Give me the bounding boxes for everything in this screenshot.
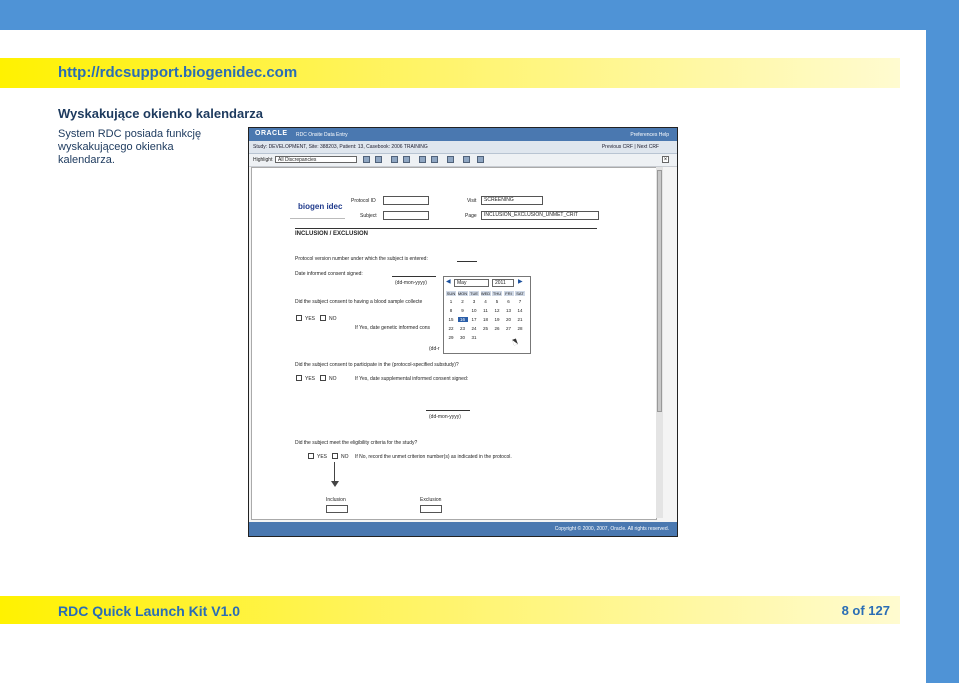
no-label: NO xyxy=(329,316,337,322)
calendar-day[interactable]: 1 xyxy=(449,299,453,304)
exclusion-field[interactable] xyxy=(420,505,442,513)
calendar-day[interactable]: 2 xyxy=(461,299,464,304)
protocol-id-field[interactable] xyxy=(383,196,429,205)
description-line: wyskakującego okienka xyxy=(58,141,174,153)
calendar-day[interactable]: 17 xyxy=(471,317,477,322)
toolbar-icon[interactable] xyxy=(477,156,484,163)
toolbar-icon[interactable] xyxy=(403,156,410,163)
logo-text: biogen idec xyxy=(298,202,343,211)
question-eligibility: Did the subject meet the eligibility criteria for the study? xyxy=(295,440,418,446)
visit-label: Visit xyxy=(467,198,477,204)
question-protocol-version: Protocol version number under which the subject is entered: xyxy=(295,256,428,262)
question-unmet-criteria: If No, record the unmet criterion number(s) as indicated in the protocol. xyxy=(355,454,512,460)
yes-checkbox[interactable] xyxy=(296,315,302,321)
month-select[interactable]: May xyxy=(454,279,489,287)
calendar-day[interactable]: 13 xyxy=(505,308,511,313)
question-consent-date: Date informed consent signed: xyxy=(295,271,363,277)
calendar-day[interactable]: 22 xyxy=(448,326,454,331)
yes-label: YES xyxy=(317,454,328,460)
calendar-day[interactable]: 24 xyxy=(471,326,477,331)
inclusion-field[interactable] xyxy=(326,505,348,513)
calendar-day[interactable]: 29 xyxy=(448,335,454,340)
calendar-day[interactable]: 19 xyxy=(494,317,500,322)
calendar-day[interactable]: 31 xyxy=(471,335,477,340)
calendar-day[interactable]: 23 xyxy=(459,326,465,331)
calendar-day[interactable]: 9 xyxy=(461,308,464,313)
calendar-day[interactable]: 16 xyxy=(458,317,468,322)
flow-arrow-line xyxy=(334,462,335,482)
calendar-day[interactable]: 26 xyxy=(494,326,500,331)
divider xyxy=(295,228,597,229)
oracle-footer xyxy=(249,522,677,536)
calendar-day[interactable]: 12 xyxy=(494,308,500,313)
toolbar-icon[interactable] xyxy=(431,156,438,163)
section-description xyxy=(58,128,238,167)
question-genetic-date: If Yes, date genetic informed cons xyxy=(355,325,431,331)
page-field[interactable]: INCLUSION_EXCLUSION_UNMET_CRIT xyxy=(481,211,599,220)
subject-label: Subject xyxy=(360,213,377,219)
oracle-logo: ORACLE xyxy=(255,130,288,137)
calendar-dow-header: FRI xyxy=(505,291,512,296)
yes-checkbox[interactable] xyxy=(308,453,314,459)
calendar-day[interactable]: 10 xyxy=(471,308,477,313)
no-label: NO xyxy=(329,376,337,382)
prev-month-icon[interactable]: ◀ xyxy=(446,279,451,285)
highlight-select[interactable]: All Discrepancies xyxy=(275,156,357,163)
year-field[interactable]: 2011 xyxy=(492,279,514,287)
calendar-day[interactable]: 20 xyxy=(505,317,511,322)
top-band xyxy=(0,0,959,30)
calendar-dow-header: SUN xyxy=(446,291,456,296)
answer-line xyxy=(392,276,436,277)
study-line: Study: DEVELOPMENT, Site: 388203, Patient: 13, Casebook: 2006 TRAINING xyxy=(253,144,428,150)
no-checkbox[interactable] xyxy=(320,375,326,381)
calendar-day[interactable]: 27 xyxy=(505,326,511,331)
calendar-dow-header: MON xyxy=(457,291,468,296)
calendar-day[interactable]: 21 xyxy=(517,317,523,322)
subject-field[interactable] xyxy=(383,211,429,220)
toolbar-icon[interactable] xyxy=(363,156,370,163)
mouse-cursor-icon xyxy=(512,338,518,345)
toolbar-icon[interactable] xyxy=(419,156,426,163)
no-label: NO xyxy=(341,454,349,460)
highlight-label: Highlight xyxy=(253,157,273,163)
calendar-day[interactable]: 6 xyxy=(507,299,510,304)
question-substudy: Did the subject consent to participate in the (protocol-specified substudy)? xyxy=(295,362,459,368)
oracle-header xyxy=(249,128,677,141)
app-title: RDC Onsite Data Entry xyxy=(296,132,348,138)
calendar-dow-header: TUE xyxy=(470,291,478,296)
exclusion-label: Exclusion xyxy=(420,497,442,503)
calendar-day[interactable]: 18 xyxy=(482,317,488,322)
calendar-day[interactable]: 5 xyxy=(495,299,499,304)
calendar-dow-header: SAT xyxy=(516,291,524,296)
study-info-bar xyxy=(249,141,677,154)
calendar-day[interactable]: 30 xyxy=(459,335,465,340)
rdc-screenshot xyxy=(248,127,678,537)
calendar-day[interactable]: 4 xyxy=(484,299,487,304)
protocol-id-label: Protocol ID xyxy=(351,198,376,204)
calendar-day[interactable]: 11 xyxy=(483,308,488,313)
next-month-icon[interactable]: ▶ xyxy=(518,279,523,285)
calendar-day[interactable]: 28 xyxy=(517,326,523,331)
calendar-day[interactable]: 25 xyxy=(482,326,488,331)
answer-line xyxy=(457,261,477,262)
toolbar-icon[interactable] xyxy=(463,156,470,163)
section-title: Wyskakujące okienko kalendarza xyxy=(58,106,263,121)
description-line: System RDC posiada funkcję xyxy=(58,128,202,140)
date-format-hint: (dd-mon-yyyy) xyxy=(429,414,461,420)
visit-field[interactable]: SCREENING xyxy=(481,196,543,205)
preferences-link[interactable]: Preferences Help xyxy=(630,132,669,138)
answer-line xyxy=(426,410,470,411)
copyright: Copyright © 2000, 2007, Oracle. All rights reserved. xyxy=(554,526,669,532)
date-format-hint: (dd-mon-yyyy) xyxy=(395,280,427,286)
calendar-day[interactable]: 14 xyxy=(517,308,523,313)
page-number: 8 of 127 xyxy=(841,603,890,618)
prev-next-crf[interactable]: Previous CRF | Next CRF xyxy=(601,144,659,150)
yes-label: YES xyxy=(305,316,316,322)
toolbar xyxy=(249,154,677,167)
no-checkbox[interactable] xyxy=(320,315,326,321)
no-checkbox[interactable] xyxy=(332,453,338,459)
calendar-day[interactable]: 8 xyxy=(449,308,453,313)
calendar-day[interactable]: 15 xyxy=(448,317,454,322)
toolbar-icon[interactable] xyxy=(375,156,382,163)
calendar-dow-header: THU xyxy=(492,291,502,296)
calendar-dow-header: WED xyxy=(480,291,491,296)
crf-form xyxy=(251,167,657,520)
biogen-logo xyxy=(290,196,345,219)
calendar-popup xyxy=(443,276,531,354)
question-blood-sample: Did the subject consent to having a blood sample collecte xyxy=(295,299,423,305)
page-label: Page xyxy=(465,213,477,219)
date-format-partial: (dd-r xyxy=(429,346,440,352)
toolbar-icon[interactable] xyxy=(447,156,454,163)
inclusion-label: Inclusion xyxy=(326,497,346,503)
close-icon[interactable]: × xyxy=(663,157,668,163)
footer-title: RDC Quick Launch Kit V1.0 xyxy=(58,603,241,619)
calendar-day[interactable]: 7 xyxy=(518,299,522,304)
description-line: kalendarza. xyxy=(58,154,115,166)
header-url: http://rdcsupport.biogenidec.com xyxy=(58,64,298,81)
question-supplemental-date: If Yes, date supplemental informed consent signed: xyxy=(355,376,469,382)
scrollbar-thumb[interactable] xyxy=(657,170,662,412)
right-band xyxy=(926,30,959,683)
calendar-day[interactable]: 3 xyxy=(472,299,476,304)
yes-checkbox[interactable] xyxy=(296,375,302,381)
yes-label: YES xyxy=(305,376,316,382)
flow-arrow-head xyxy=(331,481,339,487)
section-heading: INCLUSION / EXCLUSION xyxy=(295,231,369,237)
toolbar-icon[interactable] xyxy=(391,156,398,163)
